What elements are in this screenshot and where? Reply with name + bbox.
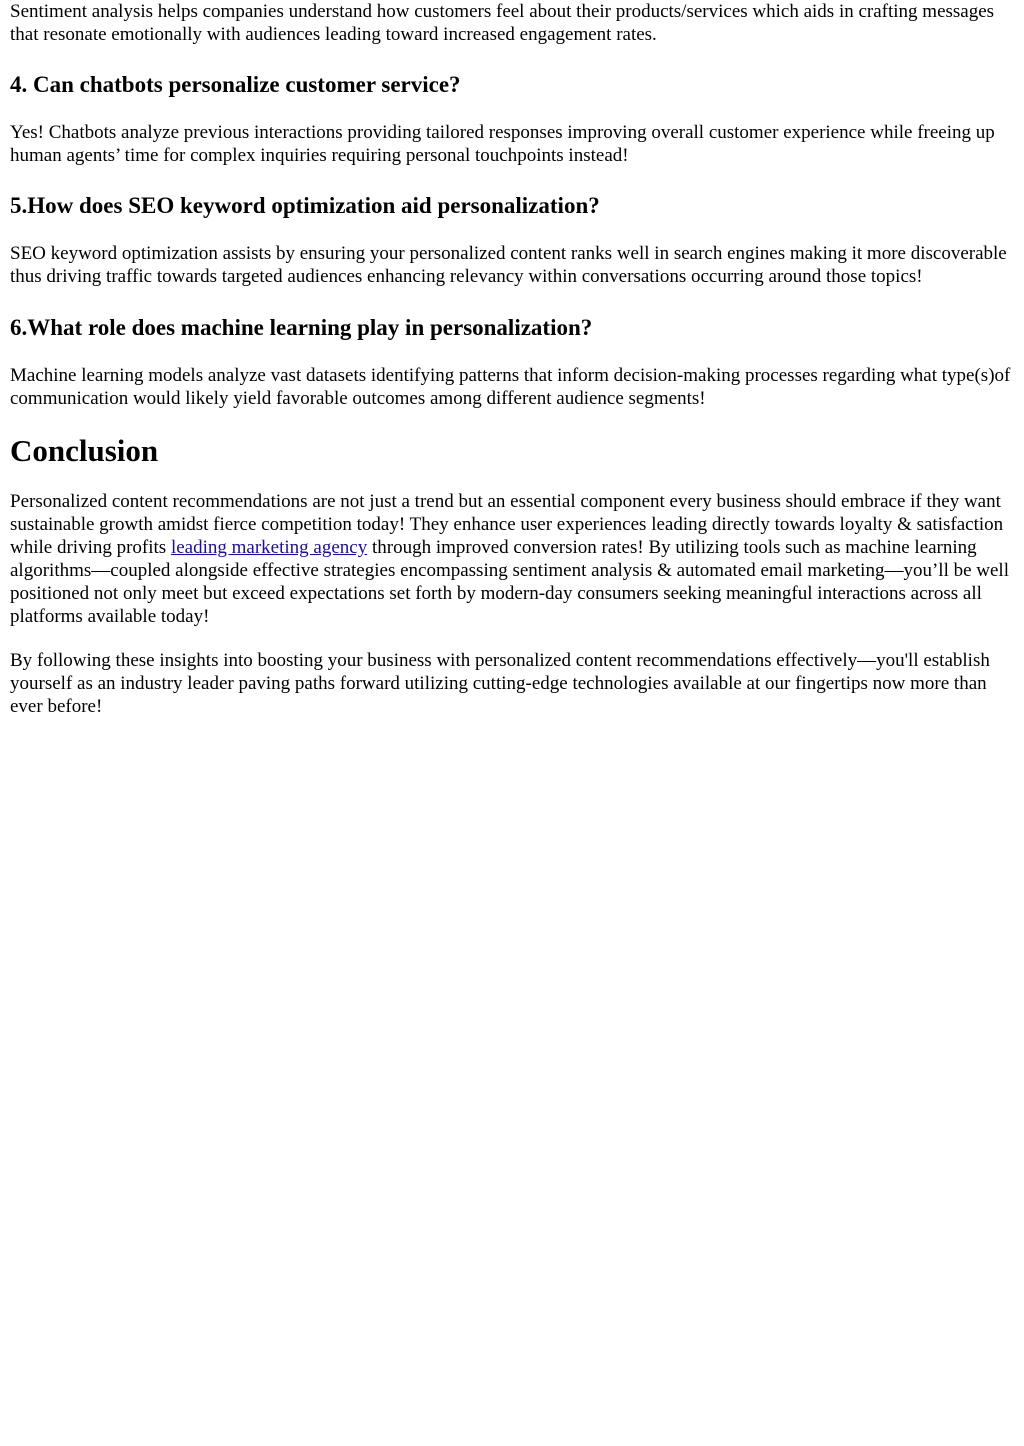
intro-paragraph: Sentiment analysis helps companies understand how customers feel about their products/services which aids in crafting messages that resonate emotionally with audiences leading toward increased engagement rates. [10,1,995,45]
conclusion-text-after-link: through improved conversion rates! By utilizing tools such as machine learning algorithms—coupled alongside effective strategies encompassing sentiment analysis & automated email marketing—you’ll be well positioned not only meet but exceed expectations set forth by modern-day consumers seeking meaningful interactions across all platforms available today! [10,537,1009,627]
article-body [0,0,1024,718]
faq-answer-4: Yes! Chatbots analyze previous interactions providing tailored responses improving overall customer experience while freeing up human agents’ time for complex inquiries requiring personal touchpoints instead! [10,122,995,166]
faq-answer-5: SEO keyword optimization assists by ensuring your personalized content ranks well in search engines making it more discoverable thus driving traffic towards targeted audiences enhancing relevancy within conversations occurring around those topics! [10,243,1007,287]
conclusion-text-before-link: Personalized content recommendations are not just a trend but an essential component every business should embrace if they want sustainable growth amidst fierce competition today! They enhance user experiences leading directly towards loyalty & satisfaction while driving profits [10,491,1004,558]
leading-marketing-agency-link[interactable]: leading marketing agency [170,537,368,558]
conclusion-heading: Conclusion [10,433,159,468]
faq-answer-6: Machine learning models analyze vast datasets identifying patterns that inform decision-making processes regarding what type(s)of communication would likely yield favorable outcomes among different audience segments! [10,365,1011,409]
conclusion-paragraph-1 [10,490,1014,628]
conclusion-paragraph-2: By following these insights into boosting your business with personalized content recommendations effectively—you'll establish yourself as an industry leader paving paths forward utilizing cutting-edge technologies available at our fingertips now more than ever before! [10,650,990,717]
faq-question-5: 5.How does SEO keyword optimization aid personalization? [10,193,600,218]
faq-question-4: 4. Can chatbots personalize customer service? [10,72,461,97]
faq-question-6: 6.What role does machine learning play in personalization? [10,315,593,340]
